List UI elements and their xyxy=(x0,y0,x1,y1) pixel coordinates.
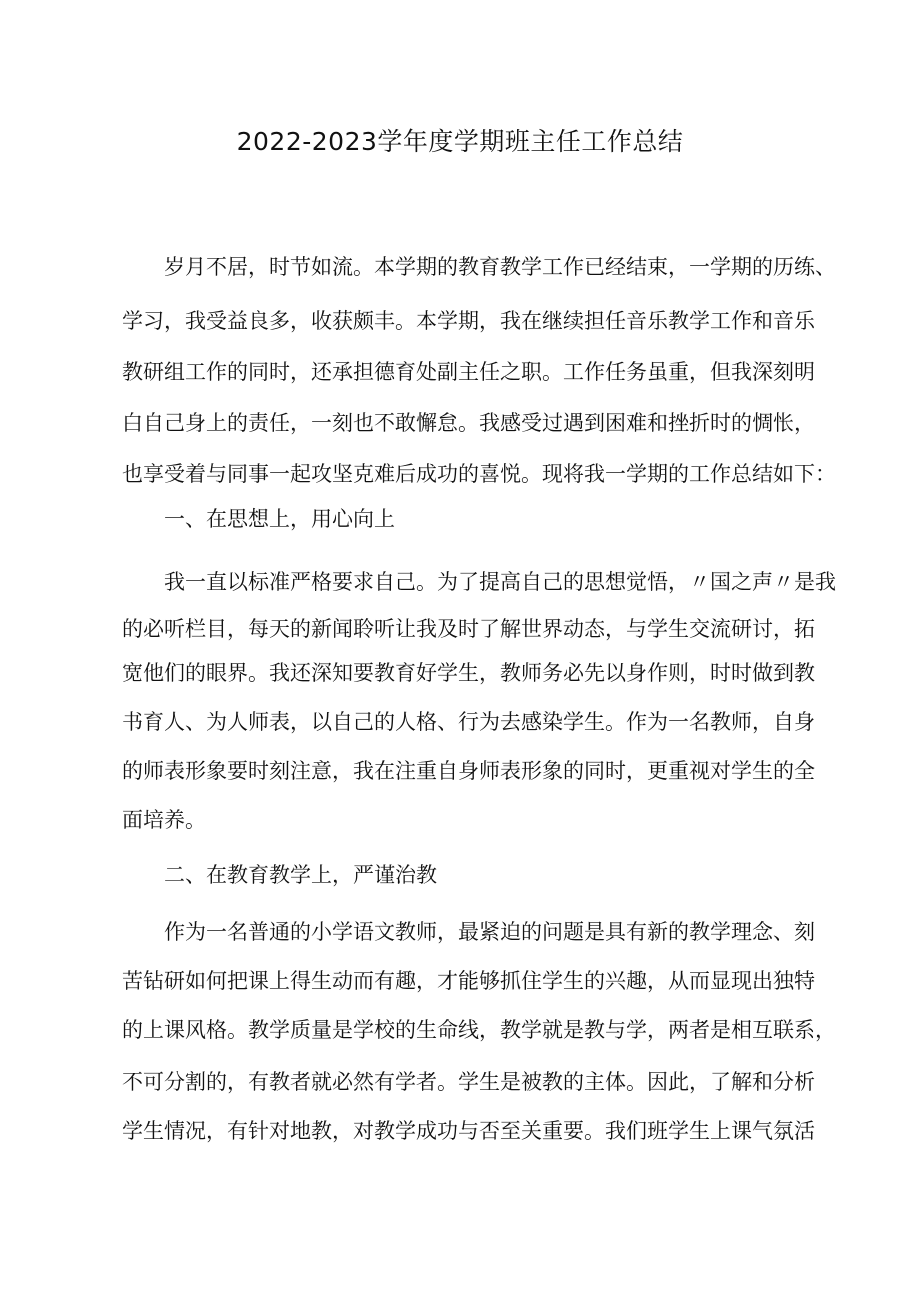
paragraph-line: 也享受着与同事一起攻坚克难后成功的喜悦。现将我一学期的工作总结如下： xyxy=(122,462,836,486)
paragraph-line: 学习，我受益良多，收获颇丰。本学期，我在继续担任音乐教学工作和音乐 xyxy=(122,309,815,333)
document-title: 2022-2023学年度学期班主任工作总结 xyxy=(236,127,684,156)
paragraph-line: 苦钻研如何把课上得生动而有趣，才能够抓住学生的兴趣，从而显现出独特 xyxy=(122,969,815,993)
paragraph-line: 教研组工作的同时，还承担德育处副主任之职。工作任务虽重，但我深刻明 xyxy=(122,360,815,384)
paragraph-line: 学生情况，有针对地教，对教学成功与否至关重要。我们班学生上课气氛活 xyxy=(122,1119,815,1143)
paragraph-line: 不可分割的，有教者就必然有学者。学生是被教的主体。因此，了解和分析 xyxy=(122,1070,815,1094)
paragraph-line: 面培养。 xyxy=(122,808,206,832)
section-heading-1: 一、在思想上，用心向上 xyxy=(164,507,395,531)
paragraph-line: 作为一名普通的小学语文教师，最紧迫的问题是具有新的教学理念、刻 xyxy=(164,920,815,944)
section-heading-2: 二、在教育教学上，严谨治教 xyxy=(164,863,437,887)
paragraph-line: 我一直以标准严格要求自己。为了提高自己的思想觉悟，〃国之声〃是我 xyxy=(164,570,836,594)
paragraph-line: 的上课风格。教学质量是学校的生命线，教学就是教与学，两者是相互联系， xyxy=(122,1018,836,1042)
paragraph-line: 的必听栏目，每天的新闻聆听让我及时了解世界动态，与学生交流研讨，拓 xyxy=(122,617,815,641)
paragraph-line: 岁月不居，时节如流。本学期的教育教学工作已经结束，一学期的历练、 xyxy=(164,255,836,279)
paragraph-line: 白自己身上的责任，一刻也不敢懈怠。我感受过遇到困难和挫折时的惆怅， xyxy=(122,411,815,435)
paragraph-line: 宽他们的眼界。我还深知要教育好学生，教师务必先以身作则，时时做到教 xyxy=(122,661,815,685)
paragraph-line: 书育人、为人师表，以自己的人格、行为去感染学生。作为一名教师，自身 xyxy=(122,710,815,734)
paragraph-line: 的师表形象要时刻注意，我在注重自身师表形象的同时，更重视对学生的全 xyxy=(122,759,815,783)
